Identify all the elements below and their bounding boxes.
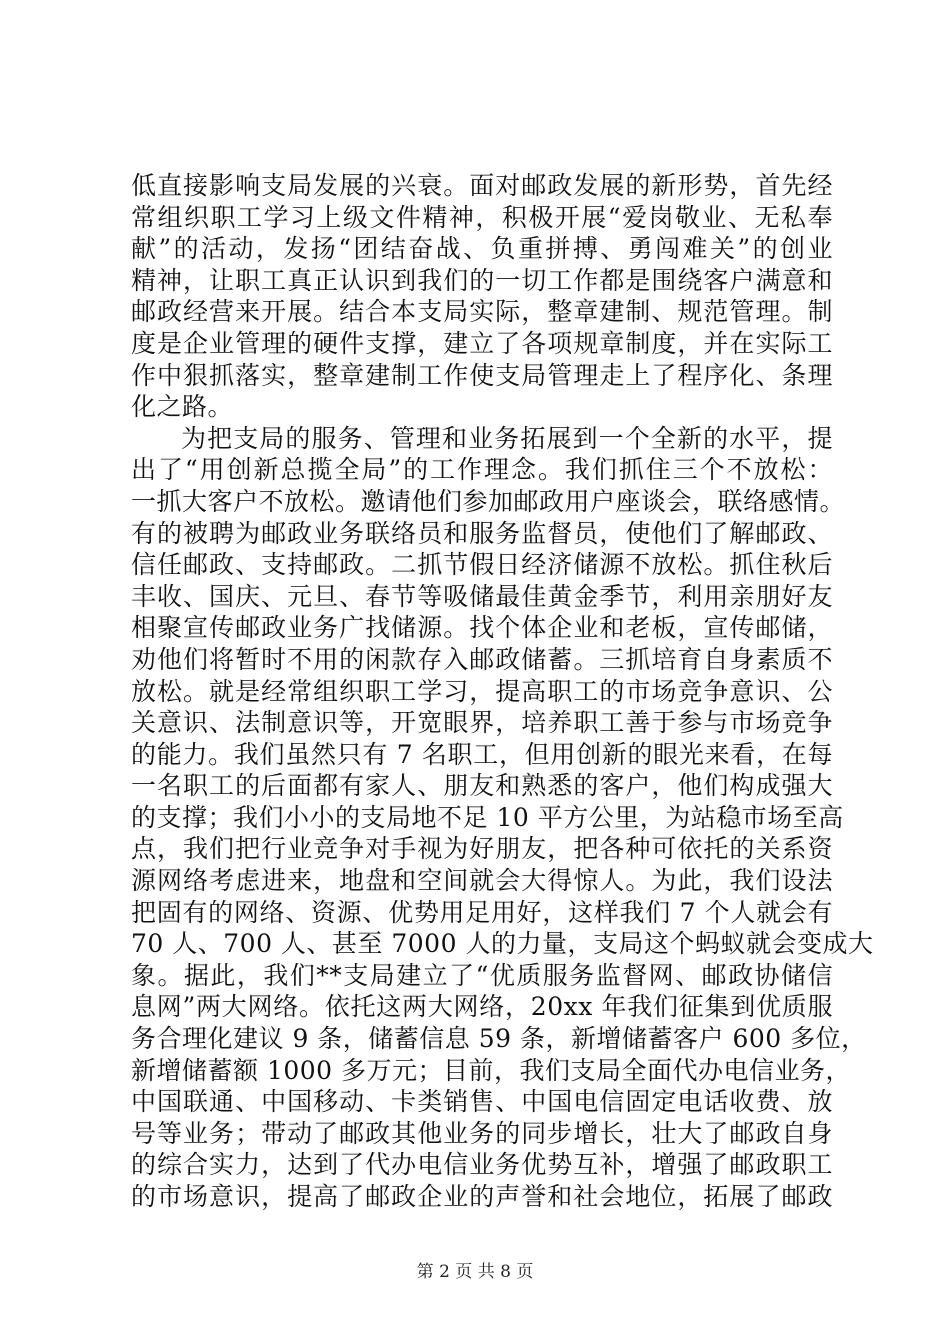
page-number-footer: 第 2 页 共 8 页 <box>416 1262 534 1282</box>
text-line: 的支撑；我们小小的支局地不足 10 平方公里，为站稳市场至高 <box>131 802 844 832</box>
text-line: 的综合实力，达到了代办电信业务优势互补，增强了邮政职工 <box>131 1150 833 1180</box>
paragraph-start-line: 为把支局的服务、管理和业务拓展到一个全新的水平，提 <box>181 423 833 453</box>
text-line: 一名职工的后面都有家人、朋友和熟悉的客户，他们构成强大 <box>131 771 833 801</box>
text-line: 象。据此，我们**支局建立了“优质服务监督网、邮政协储信 <box>131 960 833 990</box>
text-line: 的市场意识，提高了邮政企业的声誉和社会地位，拓展了邮政 <box>131 1182 833 1211</box>
text-line: 新增储蓄额 1000 多万元；目前，我们支局全面代办电信业务， <box>131 1055 852 1085</box>
text-line: 低直接影响支局发展的兴衰。面对邮政发展的新形势，首先经 <box>131 171 833 200</box>
text-line: 放松。就是经常组织职工学习，提高职工的市场竞争意识、公 <box>131 676 833 706</box>
text-line: 号等业务；带动了邮政其他业务的同步增长，壮大了邮政自身 <box>131 1118 833 1148</box>
text-line: 劝他们将暂时不用的闲款存入邮政储蓄。三抓培育自身素质不 <box>131 644 833 674</box>
text-line: 中国联通、中国移动、卡类销售、中国电信固定电话收费、放 <box>131 1087 833 1117</box>
text-line: 源网络考虑进来，地盘和空间就会大得惊人。为此，我们设法 <box>131 866 833 896</box>
document-body <box>131 170 874 1213</box>
text-line: 相聚宣传邮政业务广找储源。找个体企业和老板，宣传邮储， <box>131 613 833 643</box>
text-line: 献”的活动，发扬“团结奋战、负重拼搏、勇闯难关”的创业 <box>131 234 833 264</box>
text-line: 务合理化建议 9 条，储蓄信息 59 条，新增储蓄客户 600 多位， <box>131 1024 867 1054</box>
text-line: 丰收、国庆、元旦、春节等吸储最佳黄金季节，利用亲朋好友 <box>131 581 833 611</box>
text-line: 有的被聘为邮政业务联络员和服务监督员，使他们了解邮政、 <box>131 518 833 548</box>
text-line: 出了“用创新总揽全局”的工作理念。我们抓住三个不放松： <box>131 455 833 485</box>
text-line: 关意识、法制意识等，开宽眼界，培养职工善于参与市场竞争 <box>131 708 833 738</box>
text-line: 把固有的网络、资源、优势用足用好，这样我们 7 个人就会有 <box>131 897 833 927</box>
text-line: 的能力。我们虽然只有 7 名职工，但用创新的眼光来看，在每 <box>131 739 833 769</box>
text-line: 70 人、700 人、甚至 7000 人的力量，支局这个蚂蚁就会变成大 <box>131 929 874 959</box>
text-line: 作中狠抓落实，整章建制工作使支局管理走上了程序化、条理 <box>131 360 833 390</box>
text-line: 息网”两大网络。依托这两大网络，20xx 年我们征集到优质服 <box>131 992 833 1022</box>
text-line: 常组织职工学习上级文件精神，积极开展“爱岗敬业、无私奉 <box>131 202 833 232</box>
text-line: 一抓大客户不放松。邀请他们参加邮政用户座谈会，联络感情。 <box>131 486 846 516</box>
text-line: 化之路。 <box>131 392 234 422</box>
text-line: 邮政经营来开展。结合本支局实际，整章建制、规范管理。制 <box>131 297 833 327</box>
text-line: 信任邮政、支持邮政。二抓节假日经济储源不放松。抓住秋后 <box>131 550 833 580</box>
text-line: 度是企业管理的硬件支撑，建立了各项规章制度，并在实际工 <box>131 328 833 358</box>
text-line: 点，我们把行业竞争对手视为好朋友，把各种可依托的关系资 <box>131 834 833 864</box>
text-line: 精神，让职工真正认识到我们的一切工作都是围绕客户满意和 <box>131 265 833 295</box>
